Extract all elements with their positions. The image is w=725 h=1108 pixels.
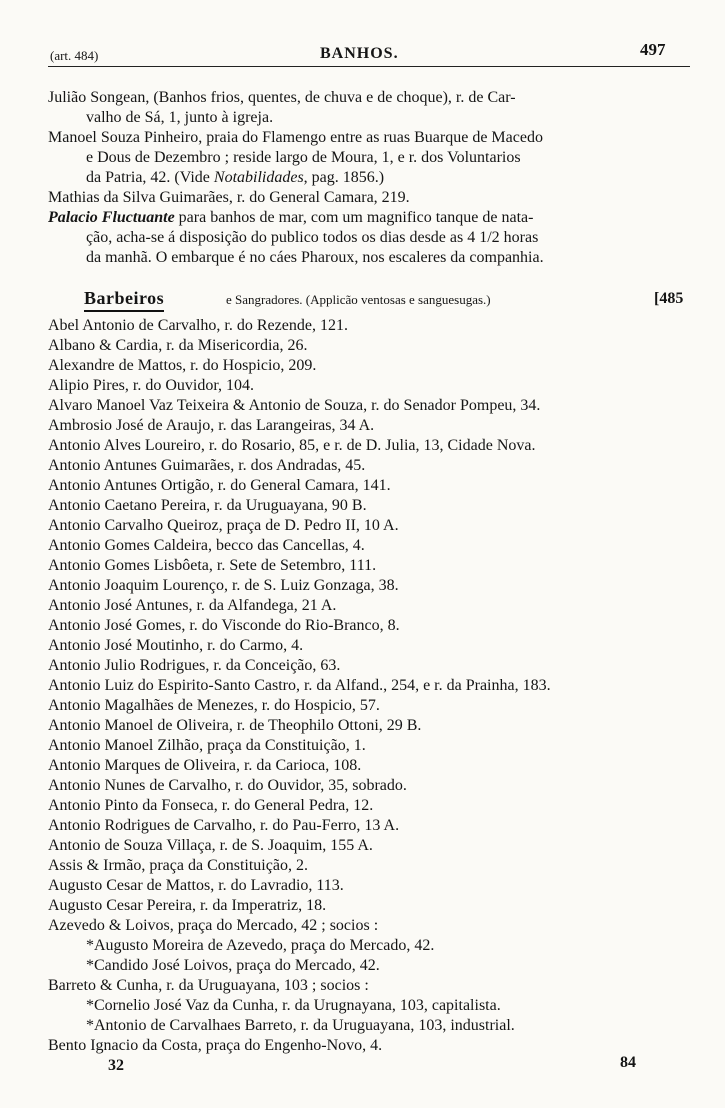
partner-item: *Augusto Moreira de Azevedo, praça do Mercado, 42.	[86, 937, 435, 954]
entry-line: Mathias da Silva Guimarães, r. do General Camara, 219.	[48, 189, 410, 206]
list-item: Antonio Manoel de Oliveira, r. de Theophilo Ottoni, 29 B.	[48, 717, 422, 734]
section-title-underline	[84, 288, 164, 312]
entry-italic: Notabilidades	[213, 169, 304, 186]
header-article-ref: (art. 484)	[50, 48, 99, 63]
entry-line	[48, 208, 698, 228]
partner-item: *Candido José Loivos, praça do Mercado, 42.	[86, 957, 380, 974]
list-item: Antonio Pinto da Fonseca, r. do General Pedra, 12.	[48, 797, 374, 814]
list-item: Antonio Carvalho Queiroz, praça de D. Pedro II, 10 A.	[48, 517, 399, 534]
list-item: Antonio Antunes Guimarães, r. dos Andradas, 45.	[48, 457, 366, 474]
list-item: Antonio Rodrigues de Carvalho, r. do Pau-Ferro, 13 A.	[48, 817, 400, 834]
entry-line: da manhã. O embarque é no cáes Pharoux, nos escaleres da companhia.	[86, 249, 544, 266]
list-item: Alipio Pires, r. do Ouvidor, 104.	[48, 377, 255, 394]
list-item: Antonio Nunes de Carvalho, r. do Ouvidor, 35, sobrado.	[48, 777, 407, 794]
entry-juliao	[48, 88, 698, 128]
list-item: Antonio Julio Rodrigues, r. da Conceição, 63.	[48, 657, 341, 674]
list-item: Ambrosio José de Araujo, r. das Larangeiras, 34 A.	[48, 417, 375, 434]
list-item: Bento Ignacio da Costa, praça do Engenho-Novo, 4.	[48, 1037, 383, 1054]
list-item: Augusto Cesar Pereira, r. da Imperatriz, 18.	[48, 897, 327, 914]
entry-text: , pag. 1856.)	[303, 169, 385, 186]
barbeiros-list	[48, 316, 698, 1056]
header-rule	[48, 66, 690, 67]
entry-mathias	[48, 188, 698, 208]
entry-manoel	[48, 128, 698, 188]
list-item: Antonio Caetano Pereira, r. da Uruguayana, 90 B.	[48, 497, 367, 514]
list-item: Antonio Gomes Caldeira, becco das Cancellas, 4.	[48, 537, 365, 554]
section-title: Barbeiros	[84, 288, 165, 308]
entry-palacio	[48, 208, 698, 268]
list-item: Antonio Magalhães de Menezes, r. do Hospicio, 57.	[48, 697, 380, 714]
partner-item: *Cornelio José Vaz da Cunha, r. da Urugnayana, 103, capitalista.	[86, 997, 501, 1014]
list-item: Antonio Marques de Oliveira, r. da Carioca, 108.	[48, 757, 362, 774]
list-item: Antonio Antunes Ortigão, r. do General Camara, 141.	[48, 477, 391, 494]
section-subtitle: e Sangradores. (Applicão ventosas e sanguesugas.)	[226, 292, 491, 307]
section-heading	[48, 288, 698, 312]
list-item: Antonio Gomes Lisbôeta, r. Sete de Setembro, 111.	[48, 557, 377, 574]
list-item: Alvaro Manoel Vaz Teixeira & Antonio de Souza, r. do Senador Pompeu, 34.	[48, 397, 541, 414]
list-item: Augusto Cesar de Mattos, r. do Lavradio, 113.	[48, 877, 344, 894]
list-item: Antonio José Antunes, r. da Alfandega, 21 A.	[48, 597, 337, 614]
entry-line: ção, acha-se á disposição do publico todos os dias desde as 4 1/2 horas	[86, 229, 539, 246]
list-item: Assis & Irmão, praça da Constituição, 2.	[48, 857, 308, 874]
list-item: Albano & Cardia, r. da Misericordia, 26.	[48, 337, 308, 354]
list-item: Barreto & Cunha, r. da Uruguayana, 103 ; socios :	[48, 977, 369, 994]
list-item: Antonio José Moutinho, r. do Carmo, 4.	[48, 637, 304, 654]
list-item: Antonio Luiz do Espirito-Santo Castro, r. da Alfand., 254, e r. da Prainha, 183.	[48, 677, 551, 694]
entry-line	[48, 168, 698, 188]
footer-signature-left: 32	[108, 1057, 124, 1074]
entry-line: Manoel Souza Pinheiro, praia do Flamengo entre as ruas Buarque de Macedo	[48, 129, 543, 146]
page-title: BANHOS.	[320, 45, 399, 62]
partner-item: *Antonio de Carvalhaes Barreto, r. da Uruguayana, 103, industrial.	[86, 1017, 515, 1034]
entry-italic: Palacio Fluctuante	[48, 209, 175, 226]
list-item: Abel Antonio de Carvalho, r. do Rezende, 121.	[48, 317, 348, 334]
entry-line: Julião Songean, (Banhos frios, quentes, de chuva e de choque), r. de Car-	[48, 89, 516, 106]
list-item: Antonio Manoel Zilhão, praça da Constituição, 1.	[48, 737, 366, 754]
list-item: Antonio José Gomes, r. do Visconde do Rio-Branco, 8.	[48, 617, 400, 634]
entry-line: valho de Sá, 1, junto à igreja.	[86, 109, 274, 126]
page-number: 497	[640, 40, 666, 59]
footer-signature-right: 84	[620, 1054, 636, 1071]
body-text	[48, 88, 698, 1056]
list-item: Antonio Alves Loureiro, r. do Rosario, 85, e r. de D. Julia, 13, Cidade Nova.	[48, 437, 536, 454]
entry-text: da Patria, 42. (Vide	[86, 169, 214, 186]
list-item: Alexandre de Mattos, r. do Hospicio, 209.	[48, 357, 317, 374]
list-item: Antonio de Souza Villaça, r. de S. Joaquim, 155 A.	[48, 837, 373, 854]
list-item: Azevedo & Loivos, praça do Mercado, 42 ; socios :	[48, 917, 379, 934]
entry-line: e Dous de Dezembro ; reside largo de Moura, 1, e r. dos Voluntarios	[86, 149, 521, 166]
entry-text: para banhos de mar, com um magnifico tanque de nata-	[174, 209, 534, 226]
list-item: Antonio Joaquim Lourenço, r. de S. Luiz Gonzaga, 38.	[48, 577, 399, 594]
section-ref: [485	[654, 290, 684, 307]
